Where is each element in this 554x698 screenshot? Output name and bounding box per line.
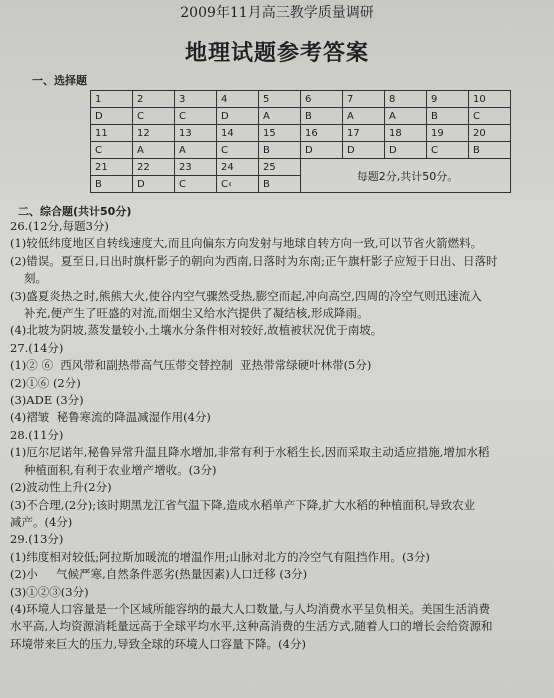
- page-title: 地理试题参考答案: [184, 40, 369, 66]
- table-cell: 22: [133, 159, 175, 176]
- answer-line: 水平高,人均资源消耗量远高于全球平均水平,这种高消费的生活方式,随着人口的增长会给资源和: [10, 619, 493, 634]
- table-row: [91, 108, 511, 125]
- table-cell: D: [91, 108, 133, 125]
- table-cell: 19: [427, 125, 469, 142]
- answer-line: (2)错误。夏至日,日出时旗杆影子的朝向为西南,日落时为东南;正午旗杆影子应短于日出、日落时: [10, 253, 498, 268]
- table-cell: 18: [385, 125, 427, 142]
- table-cell: D: [133, 176, 175, 193]
- answer-text-body: [10, 218, 546, 653]
- table-row: [91, 142, 511, 159]
- table-cell: 12: [133, 125, 175, 142]
- table-cell: B: [91, 176, 133, 193]
- table-cell: B: [469, 142, 511, 159]
- table-cell: D: [385, 142, 427, 159]
- table-cell: 4: [217, 91, 259, 108]
- table-cell: 7: [343, 91, 385, 108]
- table-cell: 21: [91, 159, 133, 176]
- table-cell: 10: [469, 91, 511, 108]
- table-cell: B: [259, 142, 301, 159]
- table-cell: 14: [217, 125, 259, 142]
- table-row: [91, 159, 511, 176]
- table-cell: 6: [301, 91, 343, 108]
- table-cell: 13: [175, 125, 217, 142]
- table-cell: C: [91, 142, 133, 159]
- table-cell: D: [343, 142, 385, 159]
- table-cell: 5: [259, 91, 301, 108]
- table-cell: D: [217, 108, 259, 125]
- answer-line: 26.(12分,每题3分): [10, 219, 109, 233]
- table-cell: A: [385, 108, 427, 125]
- answer-line: (3)盛夏炎热之时,熊熊大火,使谷内空气骤然受热,膨空而起,冲向高空,四周的冷空气则迅速流入: [10, 288, 482, 303]
- table-cell: 25: [259, 159, 301, 176]
- table-cell: B: [301, 108, 343, 125]
- table-cell: 1: [91, 91, 133, 108]
- answer-line: (4)北坡为阴坡,蒸发量较小,土壤水分条件相对较好,故植被状况优于南坡。: [10, 323, 383, 338]
- table-cell: 20: [469, 125, 511, 142]
- answer-line: 29.(13分): [10, 532, 64, 547]
- table-cell: C: [133, 108, 175, 125]
- table-cell: C‹: [217, 176, 259, 193]
- table-cell: C: [175, 108, 217, 125]
- answer-line: (1)厄尔尼诺年,秘鲁异常升温且降水增加,非常有利于水稻生长,因而采取主动适应措施,增加水稻: [10, 445, 490, 460]
- table-cell: B: [259, 176, 301, 193]
- table-cell: A: [259, 108, 301, 125]
- answer-table: [90, 90, 511, 193]
- answer-line: 28.(11分): [10, 427, 64, 442]
- table-row: [91, 91, 511, 108]
- answer-line: 补充,便产生了旺盛的对流,而烟尘又给水汽提供了凝结核,形成降雨。: [24, 306, 369, 321]
- table-cell: 9: [427, 91, 469, 108]
- table-cell: 24: [217, 159, 259, 176]
- answer-line: (3)ADE (3分): [10, 393, 84, 408]
- answer-line: 27.(14分): [10, 340, 64, 355]
- answer-line: (1)较低纬度地区自转线速度大,而且向偏东方向发射与地球自转方向一致,可以节省火箭燃料。: [10, 236, 483, 251]
- table-note: 每题2分,共计50分。: [301, 159, 511, 193]
- answer-line: (4)褶皱 秘鲁寒流的降温减湿作用(4分): [10, 410, 211, 425]
- answer-line: 刻。: [24, 271, 47, 286]
- answer-line: (2)小 气候严寒,自然条件恶劣(热量因素)人口迁移 (3分): [10, 567, 308, 582]
- table-cell: C: [217, 142, 259, 159]
- table-cell: 17: [343, 125, 385, 142]
- table-cell: C: [469, 108, 511, 125]
- table-cell: 2: [133, 91, 175, 108]
- table-cell: D: [301, 142, 343, 159]
- table-row: [91, 125, 511, 142]
- answer-line: (2)①⑥ (2分): [10, 375, 81, 390]
- answer-line: (3)不合理,(2分);该时期黑龙江省气温下降,造成水稻单产下降,扩大水稻的种植面积,导致农业: [10, 497, 476, 512]
- table-cell: A: [175, 142, 217, 159]
- section-heading-comprehensive: 二、综合题(共计50分): [18, 205, 132, 218]
- answer-line: 减产。(4分): [10, 514, 73, 529]
- table-cell: 11: [91, 125, 133, 142]
- table-cell: 3: [175, 91, 217, 108]
- table-cell: A: [133, 142, 175, 159]
- table-cell: 16: [301, 125, 343, 142]
- table-cell: B: [427, 108, 469, 125]
- section-heading-choice: 一、选择题: [32, 74, 87, 87]
- table-cell: C: [175, 176, 217, 193]
- header-text: 2009年11月高三教学质量调研: [180, 5, 374, 21]
- table-cell: 23: [175, 159, 217, 176]
- answer-line: 环境带来巨大的压力,导致全球的环境人口容量下降。(4分): [10, 636, 306, 651]
- answer-line: 种植面积,有利于农业增产增收。(3分): [24, 462, 217, 477]
- answer-line: (2)波动性上升(2分): [10, 480, 112, 495]
- answer-line: (4)环境人口容量是一个区域所能容纳的最大人口数量,与人均消费水平呈负相关。美国生活消费: [10, 601, 490, 616]
- table-cell: 8: [385, 91, 427, 108]
- table-cell: C: [427, 142, 469, 159]
- table-cell: A: [343, 108, 385, 125]
- answer-line: (1)② ⑥ 西风带和副热带高气压带交替控制 亚热带常绿硬叶林带(5分): [10, 358, 372, 373]
- answer-line: (3)①②③(3分): [10, 584, 89, 599]
- answer-line: (1)纬度相对较低;阿拉斯加暖流的增温作用;山脉对北方的冷空气有阻挡作用。(3分): [10, 549, 430, 564]
- table-cell: 15: [259, 125, 301, 142]
